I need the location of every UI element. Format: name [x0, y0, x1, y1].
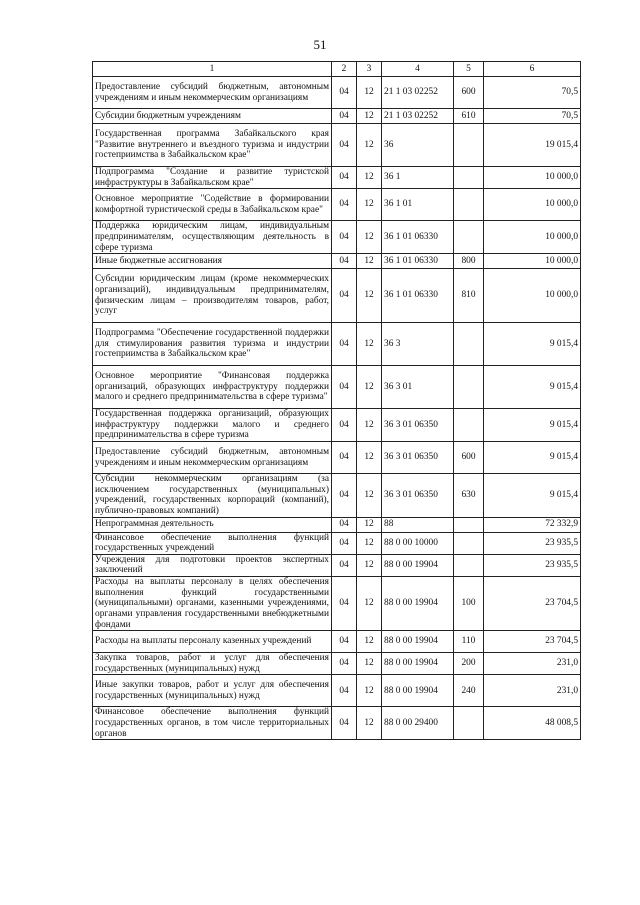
section-code-cell: 04: [332, 409, 357, 442]
expense-type-cell: 810: [454, 269, 484, 323]
subsection-code-cell: 12: [357, 124, 382, 167]
amount-cell: 10 000,0: [484, 221, 581, 254]
row-name-cell: Непрограммная деятельность: [93, 517, 332, 532]
table-row: [93, 631, 581, 653]
amount-cell: 231,0: [484, 675, 581, 707]
table-row: [93, 124, 581, 167]
target-article-cell: 88: [382, 517, 454, 532]
section-code-cell: 04: [332, 474, 357, 518]
expense-type-cell: [454, 124, 484, 167]
section-code-cell: 04: [332, 269, 357, 323]
row-name-cell: Финансовое обеспечение выполнения функций государственных учреждений: [93, 532, 332, 554]
section-code-cell: 04: [332, 554, 357, 576]
section-code-cell: 04: [332, 442, 357, 474]
section-code-cell: 04: [332, 323, 357, 366]
amount-cell: 23 704,5: [484, 631, 581, 653]
row-name-cell: Субсидии бюджетным учреждениям: [93, 109, 332, 124]
expense-type-cell: [454, 517, 484, 532]
row-name-cell: Предоставление субсидий бюджетным, автономным учреждениям и иным некоммерческим организациям: [93, 77, 332, 109]
target-article-cell: 36 3 01 06350: [382, 409, 454, 442]
column-header: 4: [382, 62, 454, 77]
subsection-code-cell: 12: [357, 77, 382, 109]
column-header: 2: [332, 62, 357, 77]
subsection-code-cell: 12: [357, 442, 382, 474]
page-number: 51: [313, 37, 327, 52]
amount-cell: 9 015,4: [484, 409, 581, 442]
row-name-cell: Финансовое обеспечение выполнения функций государственных органов, в том числе территориальных органов: [93, 707, 332, 740]
subsection-code-cell: 12: [357, 554, 382, 576]
table-row: [93, 366, 581, 409]
target-article-cell: 36 1 01 06330: [382, 254, 454, 269]
table-row: [93, 707, 581, 740]
target-article-cell: 21 1 03 02252: [382, 109, 454, 124]
target-article-cell: 21 1 03 02252: [382, 77, 454, 109]
target-article-cell: 88 0 00 19904: [382, 631, 454, 653]
table-row: [93, 653, 581, 675]
table-row: [93, 517, 581, 532]
expense-type-cell: [454, 554, 484, 576]
subsection-code-cell: 12: [357, 517, 382, 532]
target-article-cell: 36 1 01 06330: [382, 221, 454, 254]
expense-type-cell: 200: [454, 653, 484, 675]
expense-type-cell: [454, 409, 484, 442]
amount-cell: 9 015,4: [484, 323, 581, 366]
expense-type-cell: [454, 532, 484, 554]
subsection-code-cell: 12: [357, 577, 382, 631]
target-article-cell: 88 0 00 19904: [382, 577, 454, 631]
subsection-code-cell: 12: [357, 707, 382, 740]
row-name-cell: Государственная программа Забайкальского края "Развитие внутреннего и въездного туризма и индустрии гостеприимства в Забайкальском крае": [93, 124, 332, 167]
amount-cell: 72 332,9: [484, 517, 581, 532]
budget-table: [92, 61, 581, 740]
subsection-code-cell: 12: [357, 653, 382, 675]
column-header: 5: [454, 62, 484, 77]
section-code-cell: 04: [332, 124, 357, 167]
subsection-code-cell: 12: [357, 189, 382, 221]
row-name-cell: Иные бюджетные ассигнования: [93, 254, 332, 269]
row-name-cell: Основное мероприятие "Содействие в формировании комфортной туристической среды в Забайкальском крае": [93, 189, 332, 221]
expense-type-cell: 110: [454, 631, 484, 653]
row-name-cell: Субсидии юридическим лицам (кроме некоммерческих организаций), индивидуальным предпринимателям, физическим лицам – производителям товаров, работ, услуг: [93, 269, 332, 323]
subsection-code-cell: 12: [357, 474, 382, 518]
amount-cell: 9 015,4: [484, 474, 581, 518]
row-name-cell: Предоставление субсидий бюджетным, автономным учреждениям и иным некоммерческим организациям: [93, 442, 332, 474]
expense-type-cell: 630: [454, 474, 484, 518]
target-article-cell: 36 1: [382, 167, 454, 189]
column-header: 6: [484, 62, 581, 77]
section-code-cell: 04: [332, 189, 357, 221]
subsection-code-cell: 12: [357, 675, 382, 707]
target-article-cell: 36 3: [382, 323, 454, 366]
row-name-cell: Подпрограмма "Создание и развитие туристской инфраструктуры в Забайкальском крае": [93, 167, 332, 189]
row-name-cell: Расходы на выплаты персоналу казенных учреждений: [93, 631, 332, 653]
subsection-code-cell: 12: [357, 409, 382, 442]
section-code-cell: 04: [332, 221, 357, 254]
subsection-code-cell: 12: [357, 269, 382, 323]
expense-type-cell: 600: [454, 77, 484, 109]
expense-type-cell: [454, 366, 484, 409]
amount-cell: 70,5: [484, 77, 581, 109]
table-header-row: [93, 62, 581, 77]
target-article-cell: 88 0 00 29400: [382, 707, 454, 740]
amount-cell: 9 015,4: [484, 442, 581, 474]
amount-cell: 10 000,0: [484, 167, 581, 189]
amount-cell: 23 935,5: [484, 554, 581, 576]
target-article-cell: 88 0 00 19904: [382, 675, 454, 707]
amount-cell: 10 000,0: [484, 189, 581, 221]
expense-type-cell: [454, 189, 484, 221]
subsection-code-cell: 12: [357, 631, 382, 653]
row-name-cell: Основное мероприятие "Финансовая поддержка организаций, образующих инфраструктуру поддержки малого и среднего предпринимательства в сфере туризма": [93, 366, 332, 409]
amount-cell: 48 008,5: [484, 707, 581, 740]
subsection-code-cell: 12: [357, 254, 382, 269]
target-article-cell: 36 3 01 06350: [382, 442, 454, 474]
section-code-cell: 04: [332, 109, 357, 124]
section-code-cell: 04: [332, 707, 357, 740]
target-article-cell: 36 1 01: [382, 189, 454, 221]
target-article-cell: 36 3 01 06350: [382, 474, 454, 518]
table-row: [93, 221, 581, 254]
section-code-cell: 04: [332, 675, 357, 707]
amount-cell: 23 704,5: [484, 577, 581, 631]
amount-cell: 19 015,4: [484, 124, 581, 167]
table-row: [93, 442, 581, 474]
subsection-code-cell: 12: [357, 323, 382, 366]
expense-type-cell: 800: [454, 254, 484, 269]
column-header: 1: [93, 62, 332, 77]
table-row: [93, 77, 581, 109]
expense-type-cell: 610: [454, 109, 484, 124]
table-row: [93, 189, 581, 221]
subsection-code-cell: 12: [357, 532, 382, 554]
table-row: [93, 109, 581, 124]
row-name-cell: Субсидии некоммерческим организациям (за исключением государственных (муниципальных) учреждений, государственных корпораций (компаний), публично-правовых компаний): [93, 474, 332, 518]
amount-cell: 10 000,0: [484, 269, 581, 323]
expense-type-cell: [454, 221, 484, 254]
table-row: [93, 254, 581, 269]
section-code-cell: 04: [332, 653, 357, 675]
row-name-cell: Поддержка юридическим лицам, индивидуальным предпринимателям, осуществляющим деятельность в сфере туризма: [93, 221, 332, 254]
row-name-cell: Иные закупки товаров, работ и услуг для обеспечения государственных (муниципальных) нужд: [93, 675, 332, 707]
amount-cell: 10 000,0: [484, 254, 581, 269]
amount-cell: 231,0: [484, 653, 581, 675]
table-row: [93, 167, 581, 189]
table-row: [93, 409, 581, 442]
target-article-cell: 36 1 01 06330: [382, 269, 454, 323]
expense-type-cell: [454, 707, 484, 740]
section-code-cell: 04: [332, 366, 357, 409]
table-row: [93, 675, 581, 707]
subsection-code-cell: 12: [357, 221, 382, 254]
table-row: [93, 323, 581, 366]
expense-type-cell: 600: [454, 442, 484, 474]
target-article-cell: 88 0 00 10000: [382, 532, 454, 554]
expense-type-cell: [454, 167, 484, 189]
section-code-cell: 04: [332, 577, 357, 631]
row-name-cell: Государственная поддержка организаций, образующих инфраструктуру поддержки малого и среднего предпринимательства в сфере туризма: [93, 409, 332, 442]
section-code-cell: 04: [332, 631, 357, 653]
row-name-cell: Учреждения для подготовки проектов экспертных заключений: [93, 554, 332, 576]
column-header: 3: [357, 62, 382, 77]
row-name-cell: Закупка товаров, работ и услуг для обеспечения государственных (муниципальных) нужд: [93, 653, 332, 675]
amount-cell: 70,5: [484, 109, 581, 124]
subsection-code-cell: 12: [357, 109, 382, 124]
target-article-cell: 36: [382, 124, 454, 167]
row-name-cell: Подпрограмма "Обеспечение государственной поддержки для стимулирования развития туризма и индустрии гостеприимства в Забайкальском крае": [93, 323, 332, 366]
table-row: [93, 554, 581, 576]
target-article-cell: 88 0 00 19904: [382, 653, 454, 675]
section-code-cell: 04: [332, 254, 357, 269]
section-code-cell: 04: [332, 532, 357, 554]
expense-type-cell: 240: [454, 675, 484, 707]
section-code-cell: 04: [332, 517, 357, 532]
section-code-cell: 04: [332, 167, 357, 189]
subsection-code-cell: 12: [357, 366, 382, 409]
table-row: [93, 532, 581, 554]
subsection-code-cell: 12: [357, 167, 382, 189]
expense-type-cell: 100: [454, 577, 484, 631]
expense-type-cell: [454, 323, 484, 366]
table-row: [93, 269, 581, 323]
table-row: [93, 474, 581, 518]
target-article-cell: 88 0 00 19904: [382, 554, 454, 576]
target-article-cell: 36 3 01: [382, 366, 454, 409]
table-row: [93, 577, 581, 631]
row-name-cell: Расходы на выплаты персоналу в целях обеспечения выполнения функций государственными (муниципальными) органами, казенными учреждениями, органами управления государственными внебюджетными фондами: [93, 577, 332, 631]
section-code-cell: 04: [332, 77, 357, 109]
amount-cell: 23 935,5: [484, 532, 581, 554]
amount-cell: 9 015,4: [484, 366, 581, 409]
